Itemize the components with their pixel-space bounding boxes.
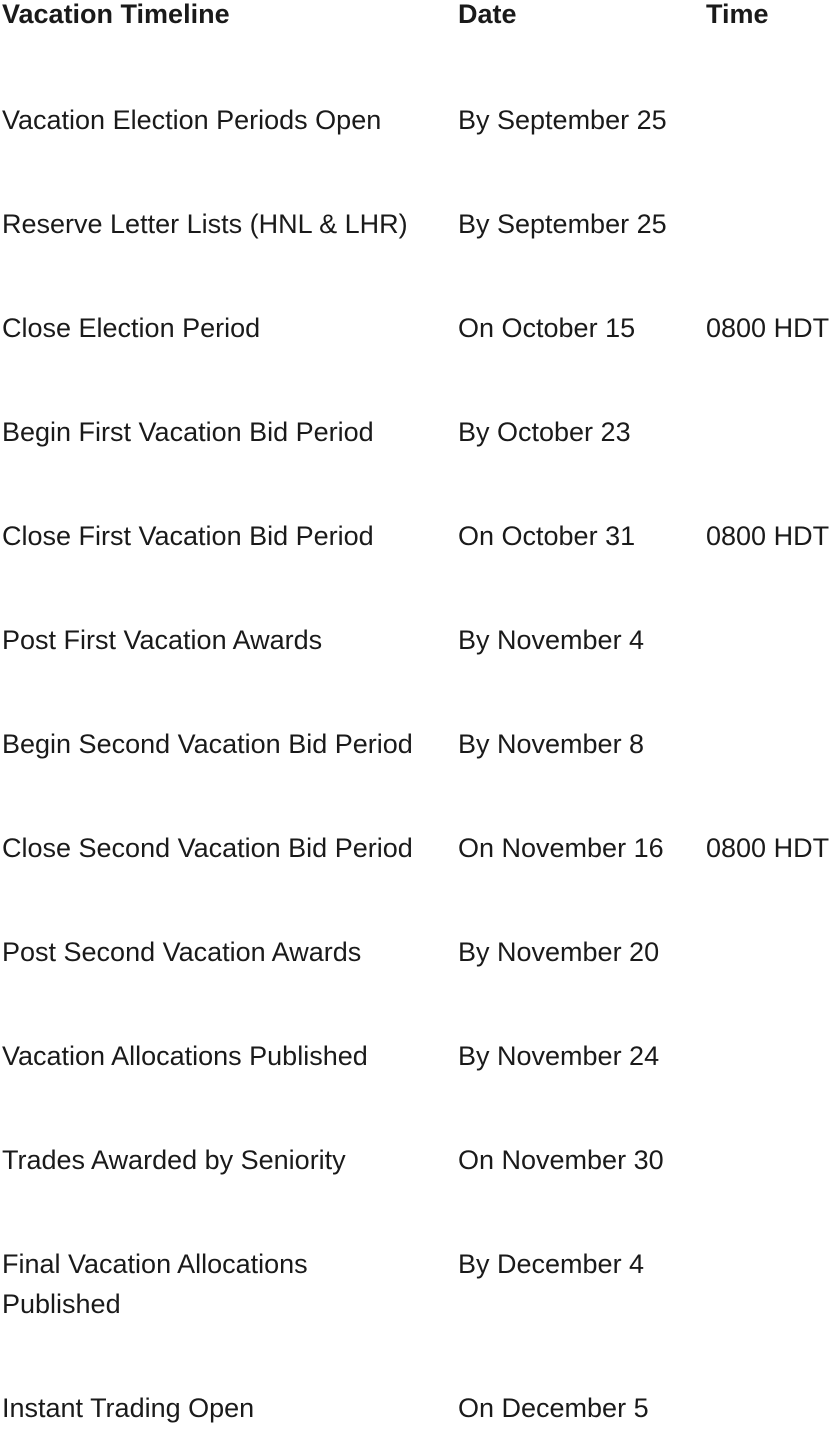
table-row [0, 100, 840, 204]
event-cell: Post First Vacation Awards [2, 625, 323, 655]
time-cell [704, 100, 840, 204]
date-cell: By November 4 [458, 625, 645, 655]
header-date: Date [458, 0, 517, 29]
time-cell [704, 932, 840, 1036]
event-cell: Begin Second Vacation Bid Period [2, 729, 413, 759]
date-cell: By October 23 [458, 417, 631, 447]
time-cell: 0800 HDT [706, 521, 830, 551]
table-row [0, 516, 840, 620]
date-cell: By November 20 [458, 937, 660, 967]
time-cell [704, 1140, 840, 1244]
date-cell: On November 30 [458, 1145, 664, 1175]
table-row [0, 1140, 840, 1244]
date-cell: By November 24 [458, 1041, 660, 1071]
time-cell [704, 724, 840, 828]
table-row [0, 724, 840, 828]
event-cell: Post Second Vacation Awards [2, 937, 362, 967]
table-row [0, 1388, 840, 1448]
date-cell: By September 25 [458, 105, 667, 135]
date-cell: On October 31 [458, 521, 636, 551]
table-row [0, 828, 840, 932]
time-cell: 0800 HDT [706, 833, 830, 863]
table-row [0, 932, 840, 1036]
table-row [0, 204, 840, 308]
event-cell: Final Vacation Allocations Published [2, 1249, 308, 1319]
event-cell: Vacation Election Periods Open [2, 105, 382, 135]
date-cell: On October 15 [458, 313, 636, 343]
time-cell [704, 1388, 840, 1448]
table-row [0, 308, 840, 412]
date-cell: By September 25 [458, 209, 667, 239]
table-row [0, 1036, 840, 1140]
time-cell [704, 412, 840, 516]
time-cell: 0800 HDT [706, 313, 830, 343]
event-cell: Vacation Allocations Published [2, 1041, 368, 1071]
event-cell: Begin First Vacation Bid Period [2, 417, 374, 447]
table-row [0, 412, 840, 516]
time-cell [704, 1244, 840, 1388]
table-row [0, 620, 840, 724]
time-cell [704, 620, 840, 724]
event-cell: Reserve Letter Lists (HNL & LHR) [2, 209, 408, 239]
time-cell [704, 204, 840, 308]
time-cell [704, 1036, 840, 1140]
event-cell: Close Election Period [2, 313, 261, 343]
event-cell: Close First Vacation Bid Period [2, 521, 374, 551]
header-time: Time [706, 0, 769, 29]
event-cell: Trades Awarded by Seniority [2, 1145, 346, 1175]
header-vacation-timeline: Vacation Timeline [2, 0, 230, 29]
table-header-row [0, 0, 840, 100]
date-cell: By November 8 [458, 729, 645, 759]
table-row [0, 1244, 840, 1388]
date-cell: On November 16 [458, 833, 664, 863]
date-cell: On December 5 [458, 1393, 649, 1423]
date-cell: By December 4 [458, 1249, 645, 1279]
event-cell: Close Second Vacation Bid Period [2, 833, 413, 863]
event-cell: Instant Trading Open [2, 1393, 255, 1423]
